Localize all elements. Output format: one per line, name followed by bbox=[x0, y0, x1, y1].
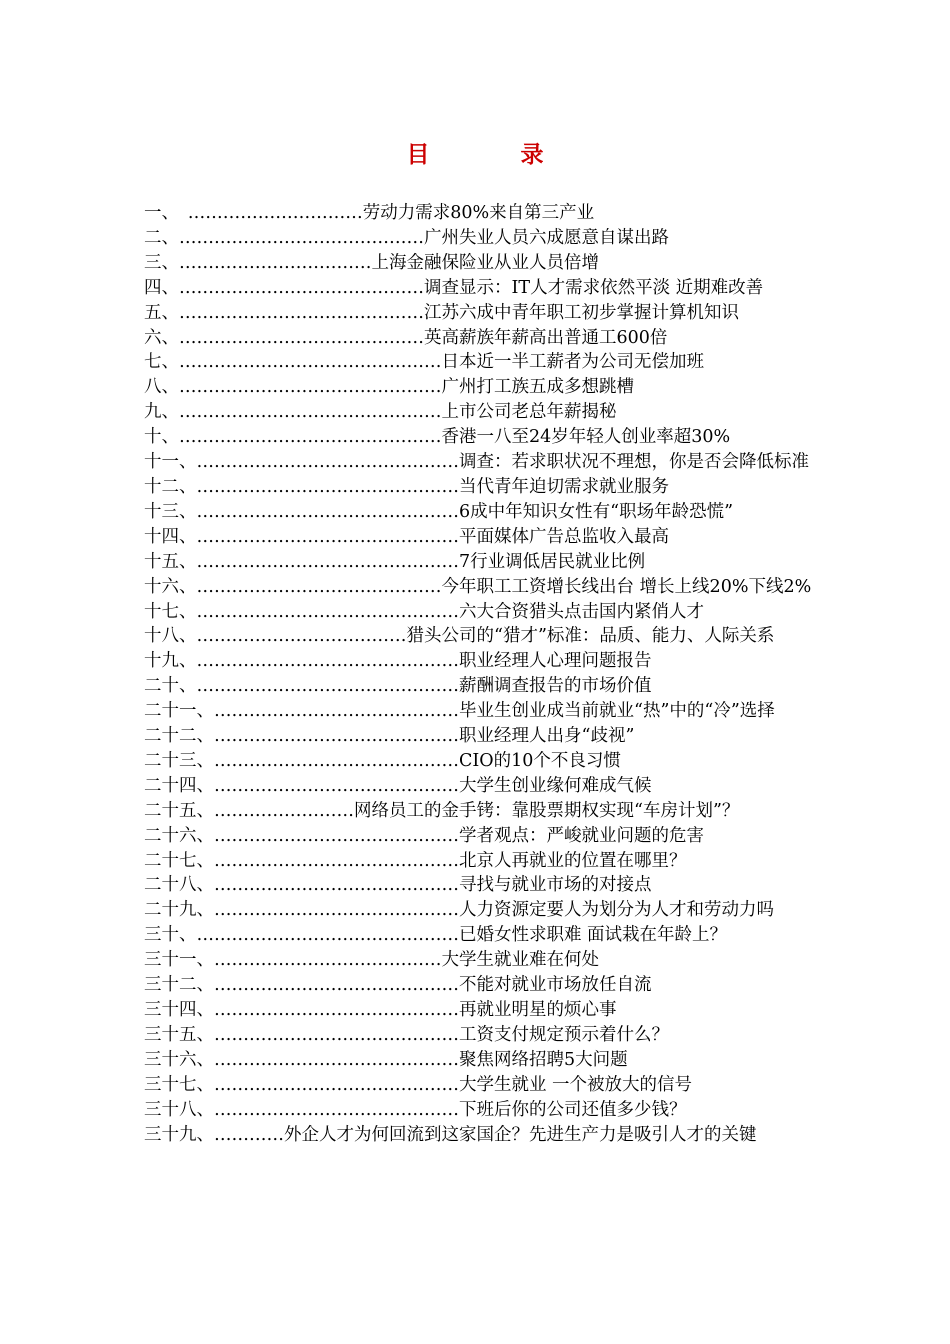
toc-entry bbox=[144, 450, 812, 475]
toc-entry-number: 三十七、 bbox=[144, 1074, 214, 1095]
toc-leader-dots: …………………………………… bbox=[214, 1024, 459, 1045]
toc-entry bbox=[144, 1023, 812, 1048]
toc-entry-title: 外企人才为何回流到这家国企？先进生产力是吸引人才的关键 bbox=[284, 1124, 757, 1145]
toc-entry-title: 大学生就业难在何处 bbox=[441, 950, 599, 971]
toc-leader-dots: ……………………………………… bbox=[196, 925, 459, 946]
toc-entry-title: 调查显示：IT人才需求依然平淡 近期难改善 bbox=[424, 277, 764, 298]
toc-entry-title: 广州打工族五成多想跳槽 bbox=[441, 377, 634, 398]
toc-leader-dots: ……………………………………… bbox=[179, 377, 442, 398]
toc-entry-number: 十七、 bbox=[144, 601, 197, 622]
toc-entry-title: 职业经理人心理问题报告 bbox=[459, 651, 652, 672]
toc-leader-dots: …………………………………… bbox=[214, 975, 459, 996]
toc-leader-dots: ……………………………………… bbox=[196, 476, 459, 497]
toc-entry-title: 江苏六成中青年职工初步掌握计算机知识 bbox=[424, 302, 739, 323]
toc-entry-title: 北京人再就业的位置在哪里？ bbox=[459, 850, 687, 871]
toc-entry bbox=[144, 226, 812, 251]
toc-entry-number: 三十四、 bbox=[144, 1000, 214, 1020]
toc-leader-dots: ……………………………………… bbox=[196, 601, 459, 622]
toc-entry-number: 十九、 bbox=[144, 651, 197, 672]
toc-entry-number: 三十八、 bbox=[144, 1099, 214, 1120]
toc-entry-title: 工资支付规定预示着什么？ bbox=[459, 1024, 669, 1045]
toc-entry-title: 六大合资猎头点击国内紧俏人才 bbox=[459, 601, 704, 622]
toc-entry-number: 二十四、 bbox=[144, 775, 214, 796]
toc-entry-title: 聚焦网络招聘5大问题 bbox=[459, 1049, 628, 1070]
toc-entry-title: 广州失业人员六成愿意自谋出路 bbox=[424, 227, 669, 248]
toc-entry bbox=[144, 624, 812, 649]
toc-entry bbox=[144, 1048, 812, 1073]
toc-entry-number: 二十七、 bbox=[144, 850, 214, 871]
toc-entry bbox=[144, 948, 812, 973]
toc-entry bbox=[144, 251, 812, 276]
toc-leader-dots: ……………………………………… bbox=[196, 526, 459, 547]
toc-leader-dots: …………………………………… bbox=[196, 576, 442, 597]
page-title: 目 录 bbox=[406, 141, 578, 168]
toc-entry-number: 二十六、 bbox=[144, 825, 214, 846]
toc-entry-title: 下班后你的公司还值多少钱？ bbox=[459, 1099, 687, 1120]
toc-entry bbox=[144, 475, 812, 500]
toc-entry-number: 二十二、 bbox=[144, 726, 214, 747]
toc-entry bbox=[144, 749, 812, 774]
toc-entry-title: 寻找与就业市场的对接点 bbox=[459, 875, 652, 896]
toc-leader-dots: …………………………………… bbox=[214, 825, 459, 846]
toc-entry bbox=[144, 724, 812, 749]
toc-entry-number: 三十九、 bbox=[144, 1124, 214, 1145]
toc-entry-number: 三十六、 bbox=[144, 1049, 214, 1070]
toc-leader-dots: ……………………………………… bbox=[196, 551, 459, 572]
toc-entry bbox=[144, 824, 812, 849]
toc-entry-title: 猎头公司的“猎才”标准：品质、能力、人际关系 bbox=[406, 626, 775, 647]
toc-entry-title: 上海金融保险业从业人员倍增 bbox=[371, 252, 599, 273]
toc-entry-number: 二、 bbox=[144, 227, 179, 248]
toc-leader-dots: ……………………………………… bbox=[196, 501, 459, 522]
toc-entry bbox=[144, 550, 812, 575]
toc-entry-number: 九、 bbox=[144, 402, 179, 423]
toc-entry-title: 平面媒体广告总监收入最高 bbox=[459, 526, 669, 547]
toc-entry-number: 七、 bbox=[144, 352, 179, 373]
toc-entry bbox=[144, 500, 812, 525]
toc-entry bbox=[144, 774, 812, 799]
toc-leader-dots: ……………………………………… bbox=[196, 452, 459, 473]
toc-leader-dots: …………………… bbox=[214, 800, 354, 821]
toc-leader-dots: …………………………………… bbox=[214, 850, 459, 871]
toc-leader-dots: …………………………………… bbox=[179, 277, 424, 298]
toc-entry-title: 薪酬调查报告的市场价值 bbox=[459, 676, 652, 697]
toc-entry-title: CIO的10个不良习惯 bbox=[459, 750, 621, 771]
toc-entry-number: 二十五、 bbox=[144, 800, 214, 821]
toc-leader-dots: ……………………………………… bbox=[196, 651, 459, 672]
toc-entry-number: 十、 bbox=[144, 427, 179, 448]
toc-entry-number: 三十、 bbox=[144, 925, 197, 946]
toc-leader-dots: …………………………………… bbox=[214, 1074, 459, 1095]
toc-entry bbox=[144, 873, 812, 898]
toc-entry bbox=[144, 923, 812, 948]
toc-entry-number: 三十五、 bbox=[144, 1024, 214, 1045]
toc-leader-dots: …………………………………… bbox=[214, 1000, 459, 1020]
toc-entry-number: 十五、 bbox=[144, 551, 197, 572]
toc-entry-title: 劳动力需求80%来自第三产业 bbox=[362, 203, 595, 223]
toc-entry bbox=[144, 201, 812, 226]
toc-entry bbox=[144, 600, 812, 625]
toc-entry-title: 再就业明星的烦心事 bbox=[459, 1000, 617, 1020]
toc-entry bbox=[144, 350, 812, 375]
toc-leader-dots: ……………………………………… bbox=[179, 427, 442, 448]
toc-leader-dots: …………………………………… bbox=[179, 327, 424, 348]
toc-entry bbox=[144, 898, 812, 923]
toc-entry bbox=[144, 301, 812, 326]
toc-entry-title: 7行业调低居民就业比例 bbox=[459, 551, 646, 572]
toc-leader-dots: …………………………………… bbox=[214, 875, 459, 896]
toc-entry bbox=[144, 1073, 812, 1098]
toc-entry bbox=[144, 674, 812, 699]
toc-entry-title: 今年职工工资增长线出台 增长上线20%下线2% bbox=[441, 576, 812, 597]
toc-entry-title: 调查：若求职状况不理想，你是否会降低标准 bbox=[459, 452, 809, 473]
toc-entry-title: 香港一八至24岁年轻人创业率超30% bbox=[441, 427, 731, 448]
toc-leader-dots: …………………………………… bbox=[179, 227, 424, 248]
toc-entry bbox=[144, 575, 812, 600]
toc-leader-dots: …………………………………… bbox=[214, 701, 459, 722]
toc-entry bbox=[144, 973, 812, 998]
toc-entry bbox=[144, 998, 812, 1023]
toc-entry-title: 大学生创业缘何难成气候 bbox=[459, 775, 652, 796]
toc-entry-number: 三十二、 bbox=[144, 975, 214, 996]
toc-entry-number: 二十八、 bbox=[144, 875, 214, 896]
toc-entry bbox=[144, 849, 812, 874]
toc-entry-number: 十二、 bbox=[144, 476, 197, 497]
toc-entry-number: 一、 bbox=[144, 203, 171, 223]
toc-entry-number: 二十三、 bbox=[144, 750, 214, 771]
toc-entry-number: 二十、 bbox=[144, 676, 197, 697]
toc-entry-title: 学者观点：严峻就业问题的危害 bbox=[459, 825, 704, 846]
toc-leader-dots: …………………………………… bbox=[214, 750, 459, 771]
toc-entry-title: 英高薪族年薪高出普通工600倍 bbox=[424, 327, 668, 348]
toc-entry bbox=[144, 425, 812, 450]
toc-leader-dots: …………………………………… bbox=[214, 726, 459, 747]
toc-entry-number: 三十一、 bbox=[144, 950, 214, 971]
toc-entry bbox=[144, 326, 812, 351]
toc-entry-title: 职业经理人出身“歧视” bbox=[459, 726, 635, 747]
toc-entry-title: 已婚女性求职难 面试栽在年龄上？ bbox=[459, 925, 728, 946]
toc-entry-number: 十六、 bbox=[144, 576, 197, 597]
toc-leader-dots: ………………………………… bbox=[214, 950, 442, 971]
toc-entry bbox=[144, 649, 812, 674]
toc-entry-title: 当代青年迫切需求就业服务 bbox=[459, 476, 669, 497]
toc-entry-title: 上市公司老总年薪揭秘 bbox=[441, 402, 617, 423]
toc-entry bbox=[144, 375, 812, 400]
toc-leader-dots: …………………………………… bbox=[179, 302, 424, 323]
toc-leader-dots: ……………………………………… bbox=[179, 402, 442, 423]
toc-entry-title: 日本近一半工薪者为公司无偿加班 bbox=[441, 352, 704, 373]
toc-entry-title: 人力资源定要人为划分为人才和劳动力吗 bbox=[459, 900, 774, 921]
toc-entry-number: 五、 bbox=[144, 302, 179, 323]
toc-leader-dots: …………………………………… bbox=[214, 1049, 459, 1070]
toc-leader-dots: …………………………………… bbox=[214, 775, 459, 796]
toc-entry-number: 六、 bbox=[144, 327, 179, 348]
toc-leader-dots: …………………………… bbox=[179, 252, 372, 273]
toc-entry-title: 大学生就业 一个被放大的信号 bbox=[459, 1074, 693, 1095]
toc-leader-dots: …………………………………… bbox=[214, 1099, 459, 1120]
toc-leader-dots: …………………………………… bbox=[214, 900, 459, 921]
toc-entry bbox=[144, 1123, 812, 1148]
toc-leader-dots: ……………………………………… bbox=[179, 352, 442, 373]
toc-leader-dots: ………………………… bbox=[170, 203, 363, 223]
toc-entry-title: 不能对就业市场放任自流 bbox=[459, 975, 652, 996]
toc-entry-number: 三、 bbox=[144, 252, 179, 273]
toc-entry-title: 毕业生创业成当前就业“热”中的“冷”选择 bbox=[459, 701, 775, 722]
toc-entry-title: 6成中年知识女性有“职场年龄恐慌” bbox=[459, 501, 734, 522]
toc-entry-number: 十三、 bbox=[144, 501, 197, 522]
toc-entry-number: 十一、 bbox=[144, 452, 197, 473]
toc-entry-number: 二十一、 bbox=[144, 701, 214, 722]
toc-entry bbox=[144, 525, 812, 550]
toc-entry-title: 网络员工的金手铐：靠股票期权实现“车房计划”？ bbox=[354, 800, 740, 821]
toc-entry-number: 十八、 bbox=[144, 626, 197, 647]
toc-leader-dots: ……………………………… bbox=[196, 626, 407, 647]
toc-entry-number: 二十九、 bbox=[144, 900, 214, 921]
toc-leader-dots: ……………………………………… bbox=[196, 676, 459, 697]
table-of-contents bbox=[144, 201, 812, 1147]
toc-entry bbox=[144, 699, 812, 724]
toc-entry bbox=[144, 1098, 812, 1123]
toc-entry bbox=[144, 276, 812, 301]
toc-entry-number: 十四、 bbox=[144, 526, 197, 547]
toc-leader-dots: ………… bbox=[214, 1124, 284, 1145]
toc-entry bbox=[144, 799, 812, 824]
toc-entry-number: 八、 bbox=[144, 377, 179, 398]
toc-entry bbox=[144, 400, 812, 425]
toc-entry-number: 四、 bbox=[144, 277, 179, 298]
